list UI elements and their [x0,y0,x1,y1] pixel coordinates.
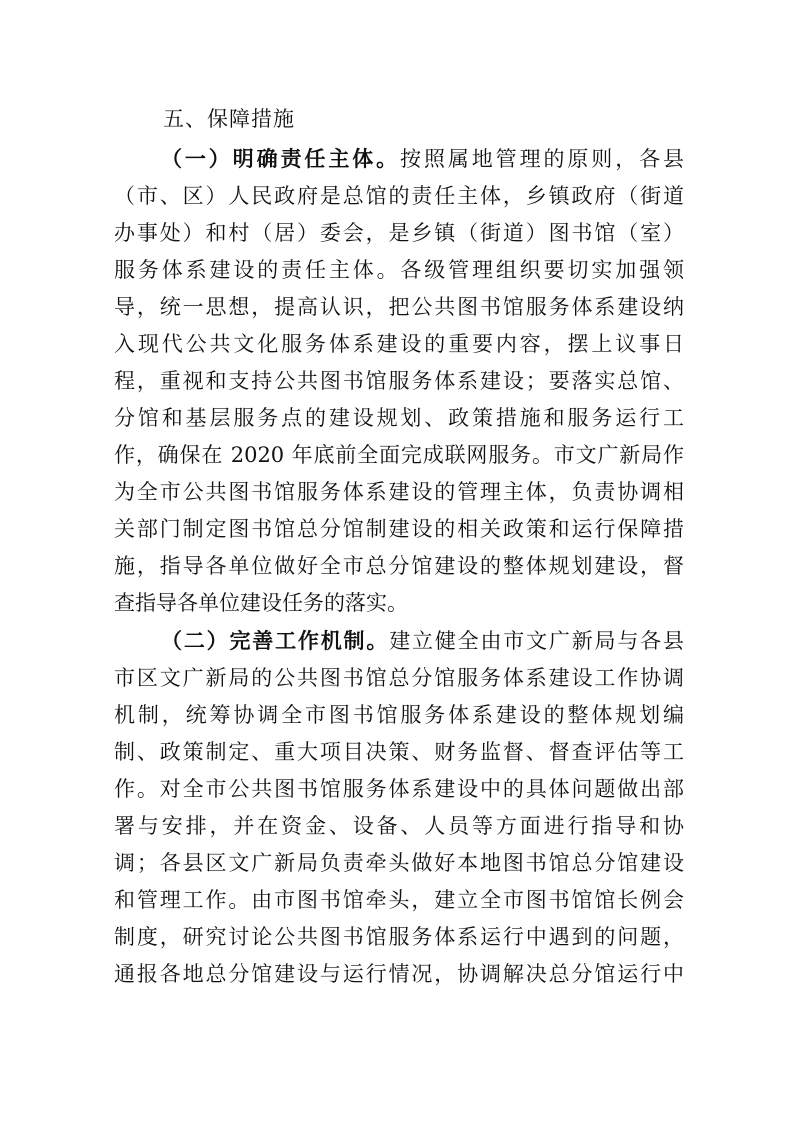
paragraph-line: 作，确保在 2020 年底前全面完成联网服务。市文广新局作 [114,443,684,467]
paragraph-line: 办事处）和村（居）委会，是乡镇（街道）图书馆（室） [114,221,684,245]
paragraph-line: 施，指导各单位做好全市总分馆建设的整体规划建设，督 [114,554,684,578]
paragraph-line: 通报各地总分馆建设与运行情况，协调解决总分馆运行中 [114,962,684,986]
paragraph-line: 作。对全市公共图书馆服务体系建设中的具体问题做出部 [114,777,684,801]
paragraph-line: 程，重视和支持公共图书馆服务体系建设；要落实总馆、 [114,369,684,393]
paragraph-line: 机制，统筹协调全市图书馆服务体系建设的整体规划编 [114,703,684,727]
paragraph-heading: （一）明确责任主体。 [161,146,401,171]
paragraph-line: 调；各县区文广新局负责牵头做好本地图书馆总分馆建设 [114,851,684,875]
paragraph-line [161,144,684,174]
paragraph-line: （市、区）人民政府是总馆的责任主体，乡镇政府（街道 [114,184,684,208]
paragraph-line: 关部门制定图书馆总分馆制建设的相关政策和运行保障措 [114,517,684,541]
paragraph-text: 建立健全由市文广新局与各县 [389,629,685,653]
paragraph-line: 为全市公共图书馆服务体系建设的管理主体，负责协调相 [114,480,684,504]
paragraph-line: 服务体系建设的责任主体。各级管理组织要切实加强领 [114,258,684,282]
paragraph-line: 分馆和基层服务点的建设规划、政策措施和服务运行工 [114,406,684,430]
paragraph-line: 和管理工作。由市图书馆牵头，建立全市图书馆馆长例会 [114,888,684,912]
paragraph-heading: （二）完善工作机制。 [161,628,390,653]
paragraph-line: 市区文广新局的公共图书馆总分馆服务体系建设工作协调 [114,666,684,690]
paragraph-line [161,626,684,656]
paragraph-line: 导，统一思想，提高认识，把公共图书馆服务体系建设纳 [114,295,684,319]
paragraph-line: 制、政策制定、重大项目决策、财务监督、督查评估等工 [114,740,684,764]
paragraph-text: 按照属地管理的原则，各县 [400,147,684,171]
paragraph-line: 入现代公共文化服务体系建设的重要内容，摆上议事日 [114,332,684,356]
paragraph-line: 制度，研究讨论公共图书馆服务体系运行中遇到的问题， [114,925,684,949]
paragraph-line: 署与安排，并在资金、设备、人员等方面进行指导和协 [114,814,684,838]
section-title: 五、保障措施 [163,107,295,131]
paragraph-line: 查指导各单位建设任务的落实。 [114,591,408,615]
